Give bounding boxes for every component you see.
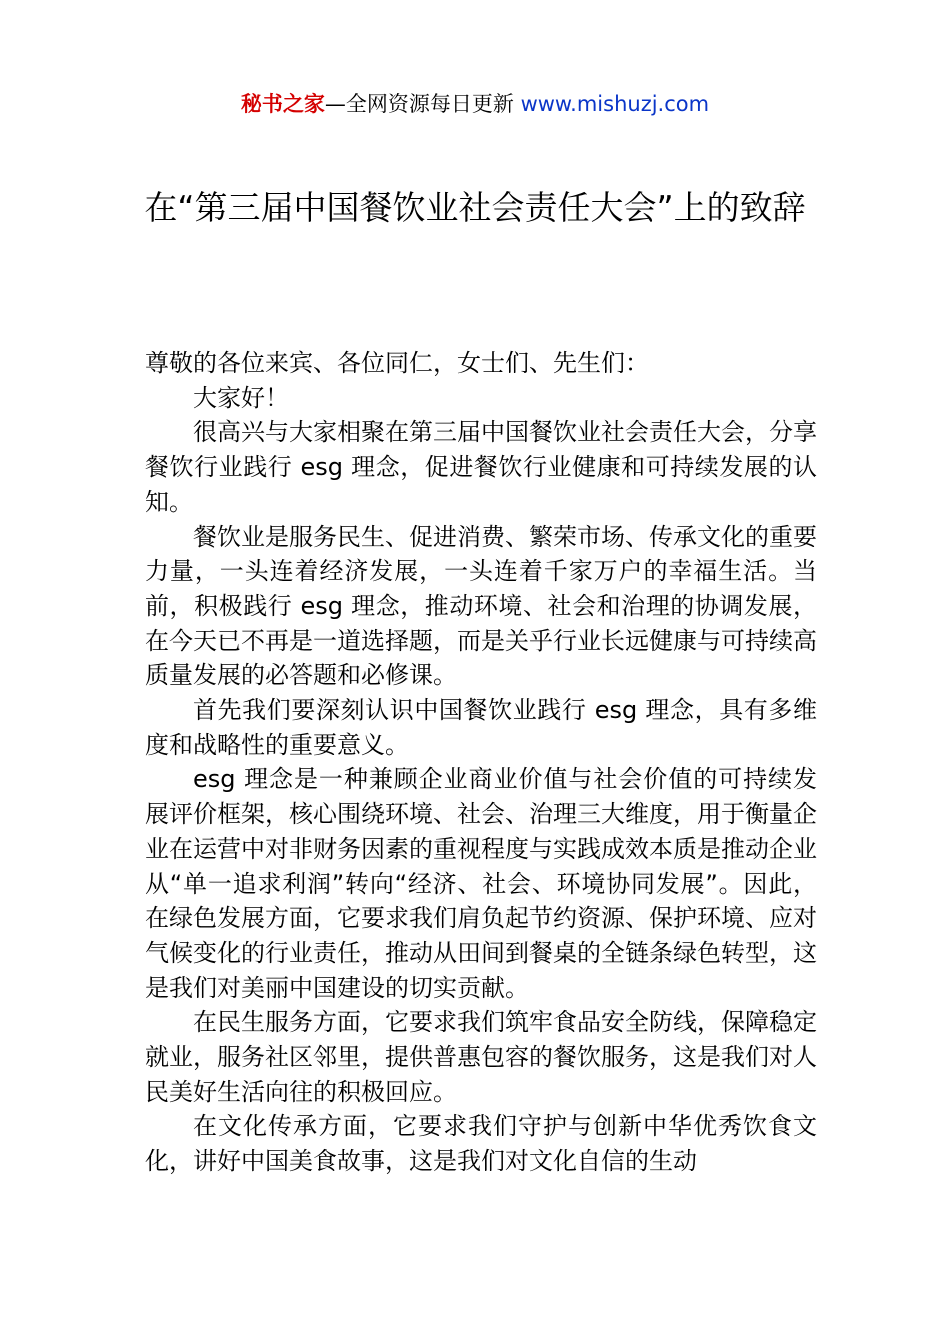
paragraph: esg 理念是一种兼顾企业商业价值与社会价值的可持续发展评价框架，核心围绕环境、社会、治理三大维度，用于衡量企业在运营中对非财务因素的重视程度与实践成效本质是推动企业从“单一追求利润”转向“经济、社会、环境协同发展”。因此，在绿色发展方面，它要求我们肩负起节约资源、保护环境、应对气候变化的行业责任，推动从田间到餐桌的全链条绿色转型，这是我们对美丽中国建设的切实贡献。 bbox=[145, 765, 817, 1002]
site-brand: 秘书之家 bbox=[240, 92, 325, 116]
site-slogan: —全网资源每日更新 bbox=[324, 92, 514, 116]
paragraph: 大家好！ bbox=[193, 383, 289, 412]
document-body bbox=[145, 346, 817, 1179]
paragraph: 在文化传承方面，它要求我们守护与创新中华优秀饮食文化，讲好中国美食故事，这是我们对文化自信的生动 bbox=[145, 1112, 817, 1176]
paragraph: 首先我们要深刻认识中国餐饮业践行 esg 理念，具有多维度和战略性的重要意义。 bbox=[145, 696, 817, 759]
paragraph: 在民生服务方面，它要求我们筑牢食品安全防线，保障稳定就业，服务社区邻里，提供普惠包容的餐饮服务，这是我们对人民美好生活向往的积极回应。 bbox=[145, 1008, 817, 1106]
salutation: 尊敬的各位来宾、各位同仁，女士们、先生们： bbox=[145, 349, 649, 377]
paragraph: 很高兴与大家相聚在第三届中国餐饮业社会责任大会，分享餐饮行业践行 esg 理念，促进餐饮行业健康和可持续发展的认知。 bbox=[145, 418, 817, 516]
paragraph: 餐饮业是服务民生、促进消费、繁荣市场、传承文化的重要力量，一头连着经济发展，一头连着千家万户的幸福生活。当前，积极践行 esg 理念，推动环境、社会和治理的协调发展，在今天已不再是一道选择题，而是关乎行业长远健康与可持续高质量发展的必答题和必修课。 bbox=[145, 522, 817, 690]
site-header bbox=[0, 88, 950, 120]
site-url-link[interactable]: www.mishuzj.com bbox=[520, 92, 710, 116]
document-title: 在“第三届中国餐饮业社会责任大会”上的致辞 bbox=[144, 188, 806, 227]
